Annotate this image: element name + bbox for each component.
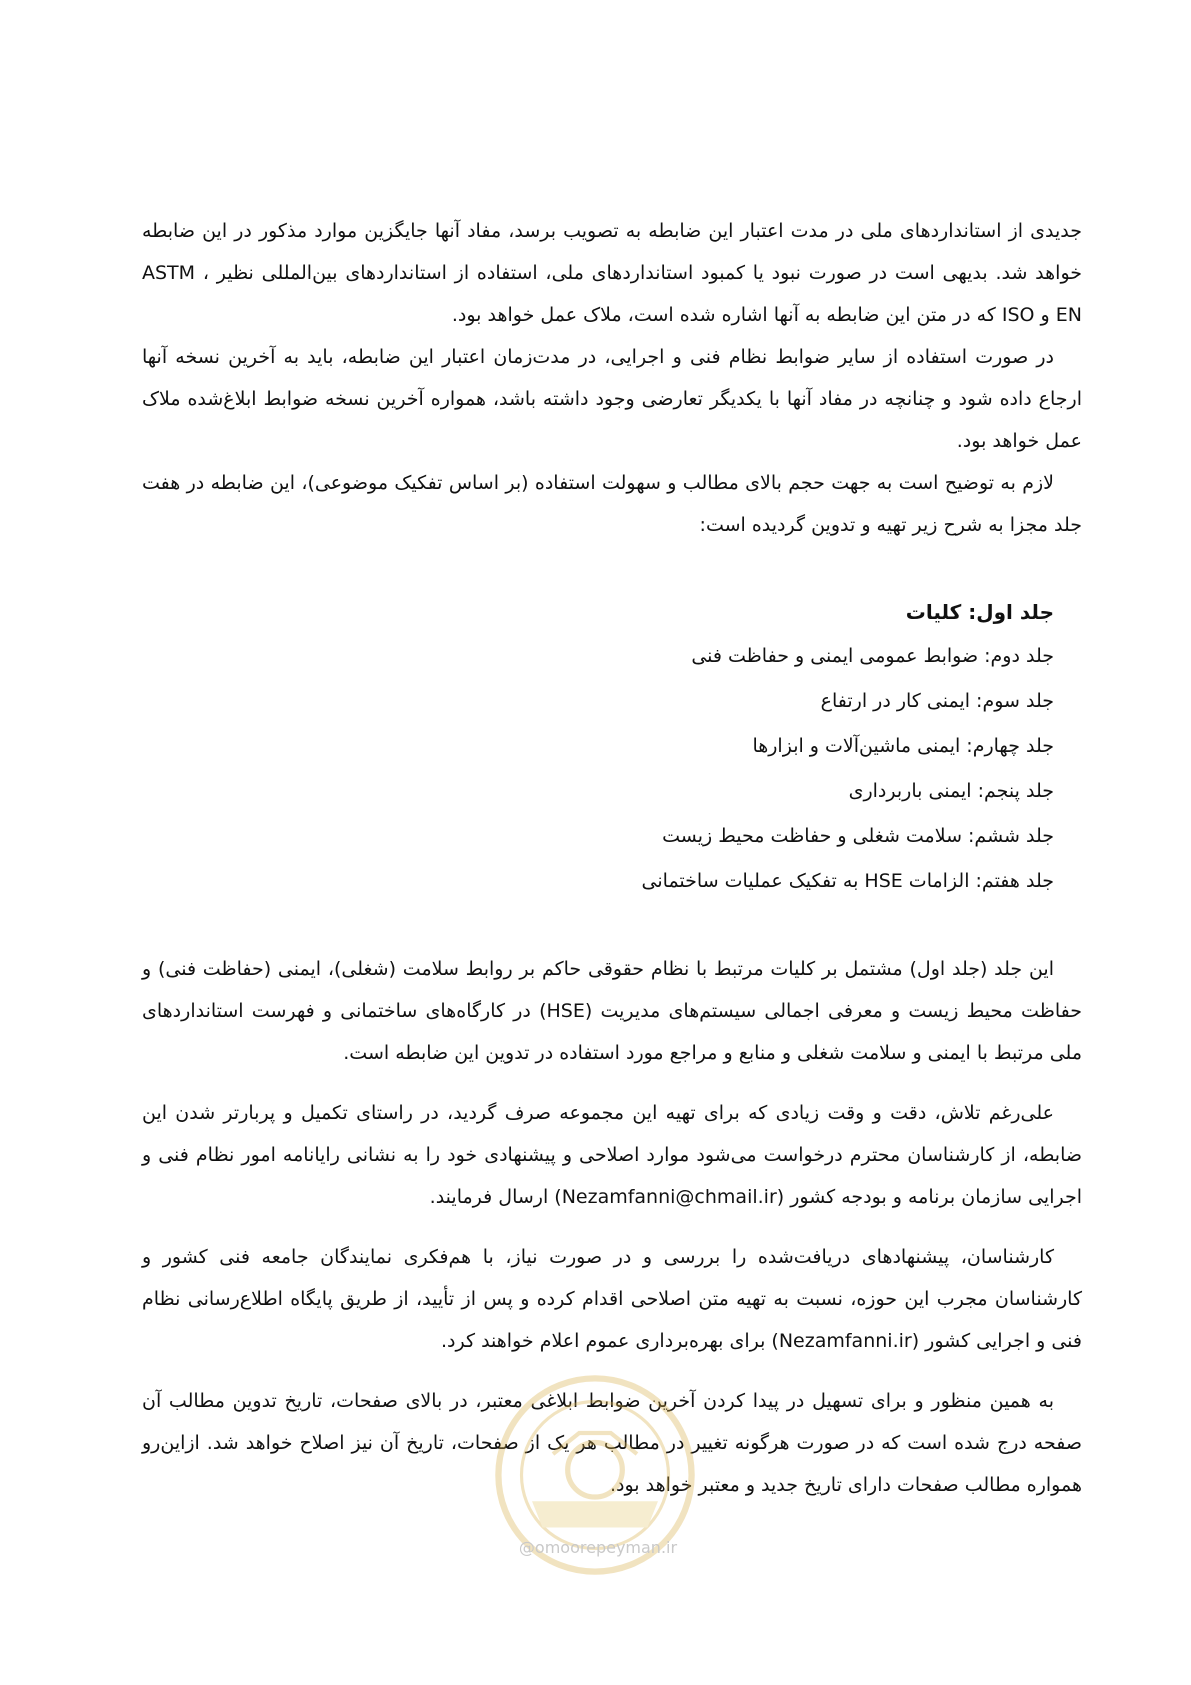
volume-1-heading: جلد اول: کلیات [905, 600, 1054, 624]
page-content [142, 210, 1082, 1506]
intro-paragraph-3: لازم به توضیح است به جهت حجم بالای مطالب و سهولت استفاده (بر اساس تفکیک موضوعی)، این ضابطه در هفت جلد مجزا به شرح زیر تهیه و تدوین گردیده است: [142, 472, 1082, 536]
volume-item-4: جلد چهارم: ایمنی ماشین‌آلات و ابزارها [752, 735, 1054, 757]
watermark-text: @omoorepeyman.ir [518, 1538, 678, 1557]
spacer [142, 1074, 1082, 1092]
volume-item-7: جلد هفتم: الزامات HSE به تفکیک عملیات ساختمانی [641, 870, 1054, 892]
volumes-list [142, 590, 1082, 904]
spacer [142, 1218, 1082, 1236]
spacer [142, 904, 1082, 948]
volume-item-3: جلد سوم: ایمنی کار در ارتفاع [820, 690, 1054, 712]
body-paragraph-feedback: علی‌رغم تلاش، دقت و وقت زیادی که برای تهیه این مجموعه صرف گردید، در راستای تکمیل و پربارتر شدن این ضابطه، از کارشناسان محترم درخواست می‌شود موارد اصلاحی و پیشنهادی خود را به نشانی رایانامه امور نظام فنی و اجرایی سازمان برنامه و بودجه کشور (Nezamfanni@chmail.ir) ارسال فرمایند. [142, 1102, 1082, 1208]
volume-item-2: جلد دوم: ضوابط عمومی ایمنی و حفاظت فنی [691, 645, 1054, 667]
spacer [142, 1362, 1082, 1380]
body-paragraph-review: کارشناسان، پیشنهادهای دریافت‌شده را بررسی و در صورت نیاز، با هم‌فکری نمایندگان جامعه فنی کشور و کارشناسان مجرب این حوزه، نسبت به تهیه متن اصلاحی اقدام کرده و پس از تأیید، از طریق پایگاه اطلاع‌رسانی نظام فنی و اجرایی کشور (Nezamfanni.ir) برای بهره‌برداری عموم اعلام خواهند کرد. [142, 1246, 1082, 1352]
volume-item-6: جلد ششم: سلامت شغلی و حفاظت محیط زیست [662, 825, 1054, 847]
intro-paragraph-2: در صورت استفاده از سایر ضوابط نظام فنی و اجرایی، در مدت‌زمان اعتبار این ضابطه، باید به آخرین نسخه آنها ارجاع داده شود و چنانچه در مفاد آنها با یکدیگر تعارضی وجود داشته باشد، همواره آخرین نسخه ضوابط ابلاغ‌شده ملاک عمل خواهد بود. [142, 346, 1082, 452]
body-paragraph-dates: به همین منظور و برای تسهیل در پیدا کردن آخرین ضوابط ابلاغی معتبر، در بالای صفحات، تاریخ تدوین مطالب آن صفحه درج شده است که در صورت هرگونه تغییر در مطالب هر یک از صفحات، تاریخ آن نیز اصلاح خواهد شد. ازاین‌رو همواره مطالب صفحات دارای تاریخ جدید و معتبر خواهد بود. [142, 1390, 1082, 1496]
intro-paragraph-1: جدیدی از استانداردهای ملی در مدت اعتبار این ضابطه به تصویب برسد، مفاد آنها جایگزین موارد مذکور در این ضابطه خواهد شد. بدیهی است در صورت نبود یا کمبود استانداردهای ملی، استفاده از استانداردهای بین‌المللی نظیر ASTM ، EN و ISO که در متن این ضابطه به آنها اشاره شده است، ملاک عمل خواهد بود. [142, 220, 1082, 326]
volume-item-5: جلد پنجم: ایمنی باربرداری [848, 780, 1054, 802]
spacer [142, 546, 1082, 590]
body-paragraph-volume-1: این جلد (جلد اول) مشتمل بر کلیات مرتبط با نظام حقوقی حاکم بر روابط سلامت (شغلی)، ایمنی (حفاظت فنی) و حفاظت محیط زیست و معرفی اجمالی سیستم‌های مدیریت (HSE) در کارگاه‌های ساختمانی و فهرست استانداردهای ملی مرتبط با ایمنی و سلامت شغلی و منابع و مراجع مورد استفاده در تدوین این ضابطه است. [142, 958, 1082, 1064]
